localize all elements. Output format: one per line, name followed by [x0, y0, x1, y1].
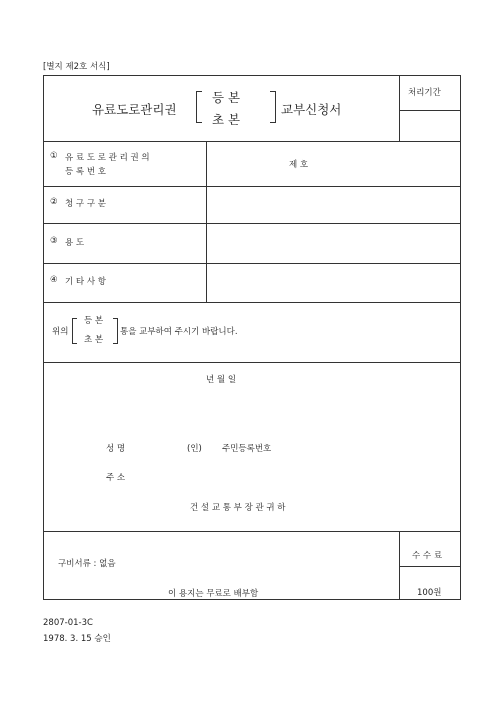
registration-number-label-line1: 유 료 도 로 관 리 권 의	[65, 153, 150, 163]
fee-value: 100원	[417, 588, 442, 598]
approval-date: 1978. 3. 15 승인	[43, 634, 111, 644]
divider	[44, 141, 461, 142]
request-sentence: 통을 교부하여 주시기 바랍니다.	[120, 327, 238, 337]
request-type-field[interactable]	[206, 186, 460, 222]
request-type-label: 청 구 구 분	[65, 199, 106, 209]
applicant-name-label: 성 명	[106, 444, 126, 454]
processing-period-label: 처리기간	[408, 88, 441, 98]
row-number: ②	[50, 197, 58, 207]
bracket-right	[113, 318, 118, 344]
form-title-suffix: 교부신청서	[281, 102, 342, 117]
application-date[interactable]: 년 월 일	[206, 375, 237, 385]
divider	[44, 362, 461, 363]
address-label: 주 소	[106, 473, 126, 483]
free-distribution-note: 이 용지는 무료로 배부함	[168, 589, 259, 599]
bracket-right	[270, 91, 276, 123]
form-title-option-top: 등 본	[212, 90, 241, 105]
request-option-bottom: 초 본	[84, 335, 104, 345]
bracket-left	[72, 318, 77, 344]
row-number: ③	[50, 236, 58, 246]
divider	[399, 110, 461, 111]
form-number-label: [별지 제2호 서식]	[43, 62, 110, 72]
form-title-prefix: 유료도로관리권	[92, 102, 177, 117]
other-matters-field[interactable]	[206, 263, 460, 301]
required-documents: 구비서류 : 없음	[58, 559, 116, 569]
divider	[399, 531, 400, 600]
seal-mark: (인)	[187, 444, 202, 454]
form-code: 2807-01-3C	[43, 618, 93, 628]
row-number: ①	[50, 151, 58, 161]
divider	[399, 76, 400, 141]
bracket-left	[196, 91, 202, 123]
registration-number-label-line2: 등 록 번 호	[65, 167, 106, 177]
purpose-label: 용 도	[65, 238, 85, 248]
row-number: ④	[50, 275, 58, 285]
other-matters-label: 기 타 사 항	[65, 277, 106, 287]
request-prefix: 위의	[52, 327, 69, 337]
resident-number-label: 주민등록번호	[222, 444, 272, 454]
registration-number-value[interactable]: 제 호	[289, 160, 309, 170]
divider	[44, 302, 461, 303]
divider	[399, 566, 461, 567]
fee-label: 수 수 료	[412, 551, 443, 561]
addressee: 건 설 교 통 부 장 관 귀 하	[190, 503, 286, 513]
purpose-field[interactable]	[206, 223, 460, 262]
form-title-option-bottom: 초 본	[212, 112, 241, 127]
request-option-top: 등 본	[84, 316, 104, 326]
